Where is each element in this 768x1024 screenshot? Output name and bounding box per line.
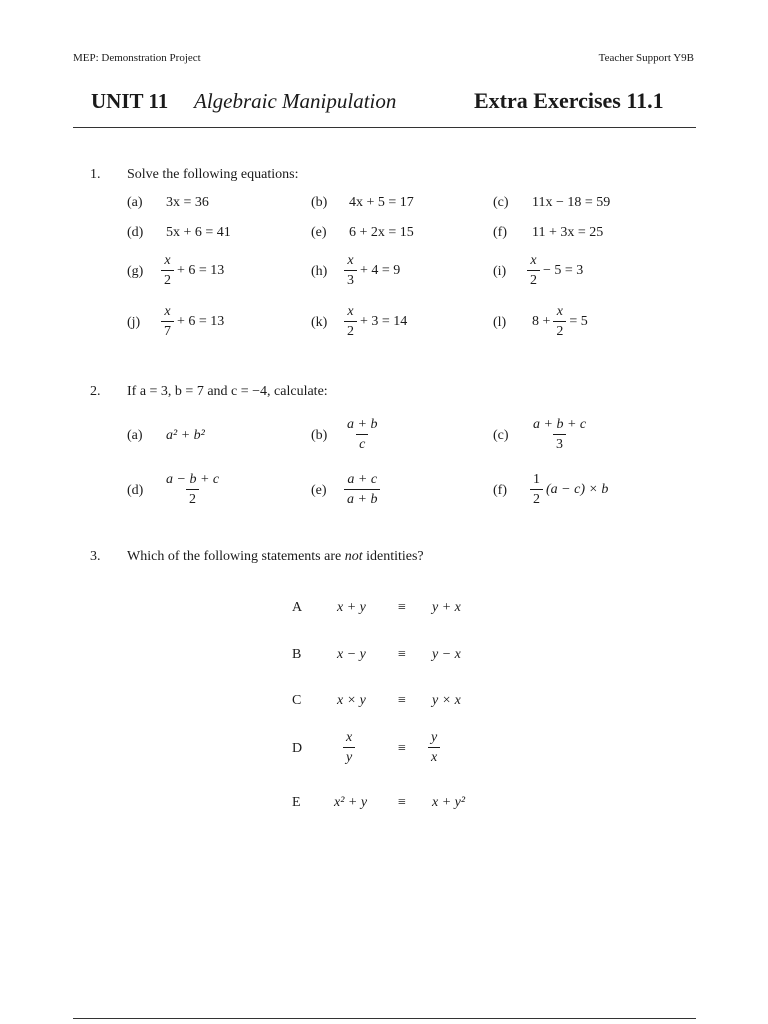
q1-expr-h	[344, 252, 400, 289]
q2-label-a: (a)	[127, 428, 143, 443]
q1-expr-b: 4x + 5 = 17	[349, 195, 414, 210]
numerator: x	[164, 253, 171, 268]
q3-letter-c: C	[292, 693, 302, 708]
q1-label-j: (j)	[127, 315, 141, 330]
unit-title: UNIT 11	[91, 89, 169, 113]
q2-label-b: (b)	[311, 428, 328, 443]
fraction	[527, 252, 540, 289]
q1-label-e: (e)	[311, 225, 327, 240]
denominator: 2	[161, 270, 174, 289]
exercise-title: Extra Exercises 11.1	[474, 88, 664, 113]
q1-label-g: (g)	[127, 264, 144, 279]
q3-letter-a: A	[292, 600, 303, 615]
header-rule	[73, 127, 696, 128]
header-left: MEP: Demonstration Project	[73, 52, 201, 64]
numerator: x	[530, 253, 537, 268]
q1-label-f: (f)	[493, 225, 507, 240]
q3-letter-d: D	[292, 741, 303, 756]
q2-expr-e	[344, 471, 380, 508]
expr-rest: + 6 = 13	[177, 313, 225, 329]
q2-label-f: (f)	[493, 483, 507, 498]
q1-number: 1.	[90, 167, 101, 182]
q2-label-d: (d)	[127, 483, 144, 498]
fraction	[161, 303, 174, 340]
q3-left-c: x × y	[337, 693, 366, 708]
q1-expr-c: 11x − 18 = 59	[532, 195, 611, 210]
q3-prompt-emphasis: not	[344, 549, 363, 564]
q1-expr-d: 5x + 6 = 41	[166, 225, 231, 240]
q3-letter-e: E	[292, 795, 301, 810]
q2-expr-f	[530, 471, 608, 508]
numerator: x	[346, 730, 353, 745]
numerator: x	[347, 304, 354, 319]
q1-expr-j	[161, 303, 224, 340]
q1-label-l: (l)	[493, 315, 507, 330]
denominator: 2	[527, 270, 540, 289]
numerator: a + b + c	[533, 417, 587, 432]
fraction	[344, 252, 357, 289]
q3-sym-a: ≡	[398, 600, 406, 615]
q3-prompt-before: Which of the following statements are	[127, 549, 345, 564]
q3-number: 3.	[90, 549, 101, 564]
header-right: Teacher Support Y9B	[598, 52, 694, 64]
q3-prompt-after: identities?	[362, 549, 424, 564]
q1-expr-f: 11 + 3x = 25	[532, 225, 604, 240]
q2-expr-a: a² + b²	[166, 428, 205, 443]
denominator: 2	[530, 489, 543, 508]
fraction	[530, 416, 589, 453]
q3-sym-e: ≡	[398, 795, 406, 810]
denominator: 3	[553, 434, 566, 453]
q1-label-i: (i)	[493, 264, 507, 279]
q1-label-a: (a)	[127, 195, 143, 210]
fraction	[344, 416, 380, 453]
denominator: 7	[161, 321, 174, 340]
expr-rest: (a − c) × b	[546, 481, 609, 497]
q2-label-e: (e)	[311, 483, 327, 498]
denominator: c	[356, 434, 368, 453]
fraction	[163, 471, 222, 508]
fraction	[530, 471, 543, 508]
numerator: 1	[533, 472, 540, 487]
expr-rest: + 4 = 9	[360, 262, 401, 278]
q1-expr-l	[532, 303, 588, 340]
denominator: 2	[186, 489, 199, 508]
q1-expr-g	[161, 252, 224, 289]
q1-label-d: (d)	[127, 225, 144, 240]
q3-left-b: x − y	[337, 647, 366, 662]
topic-title: Algebraic Manipulation	[194, 89, 397, 113]
q1-label-b: (b)	[311, 195, 328, 210]
expr-pre: 8 +	[532, 313, 551, 329]
q1-expr-a: 3x = 36	[166, 195, 209, 210]
q2-prompt: If a = 3, b = 7 and c = −4, calculate:	[127, 384, 328, 399]
denominator: 3	[344, 270, 357, 289]
q1-prompt: Solve the following equations:	[127, 167, 299, 182]
q3-sym-b: ≡	[398, 647, 406, 662]
expr-rest: + 3 = 14	[360, 313, 408, 329]
numerator: x	[347, 253, 354, 268]
q1-expr-i	[527, 252, 583, 289]
fraction	[161, 252, 174, 289]
fraction	[344, 303, 357, 340]
expr-rest: + 6 = 13	[177, 262, 225, 278]
expr-rest: − 5 = 3	[543, 262, 584, 278]
q3-right-d	[428, 729, 440, 766]
fraction	[343, 729, 355, 766]
denominator: a + b	[344, 489, 380, 508]
q2-expr-d	[163, 471, 222, 508]
q2-expr-c	[530, 416, 589, 453]
numerator: x	[556, 304, 564, 319]
q1-label-h: (h)	[311, 264, 328, 279]
denominator: 2	[344, 321, 357, 340]
denominator: 2	[553, 321, 566, 340]
denominator: x	[428, 747, 440, 766]
q3-prompt	[127, 548, 424, 566]
q3-right-e: x + y²	[432, 795, 466, 810]
numerator: x	[164, 304, 171, 319]
q1-expr-k	[344, 303, 407, 340]
fraction	[553, 303, 566, 340]
q3-sym-c: ≡	[398, 693, 406, 708]
q3-left-d	[343, 729, 355, 766]
denominator: y	[343, 747, 355, 766]
expr-rest: = 5	[569, 313, 588, 329]
fraction	[344, 471, 380, 508]
q1-label-c: (c)	[493, 195, 509, 210]
q3-right-c: y × x	[432, 693, 461, 708]
fraction	[428, 729, 440, 766]
q3-sym-d: ≡	[398, 741, 406, 756]
q2-expr-b	[344, 416, 380, 453]
q3-left-a: x + y	[337, 600, 366, 615]
numerator: a + b	[347, 417, 378, 432]
q2-label-c: (c)	[493, 428, 509, 443]
q3-left-e: x² + y	[334, 795, 368, 810]
numerator: a + c	[347, 472, 378, 487]
q3-right-a: y + x	[432, 600, 461, 615]
q1-label-k: (k)	[311, 315, 328, 330]
q2-number: 2.	[90, 384, 101, 399]
numerator: a − b + c	[166, 472, 220, 487]
footer-rule	[73, 1018, 696, 1019]
q3-right-b: y − x	[432, 647, 461, 662]
q3-letter-b: B	[292, 647, 302, 662]
numerator: y	[431, 730, 438, 745]
q1-expr-e: 6 + 2x = 15	[349, 225, 414, 240]
